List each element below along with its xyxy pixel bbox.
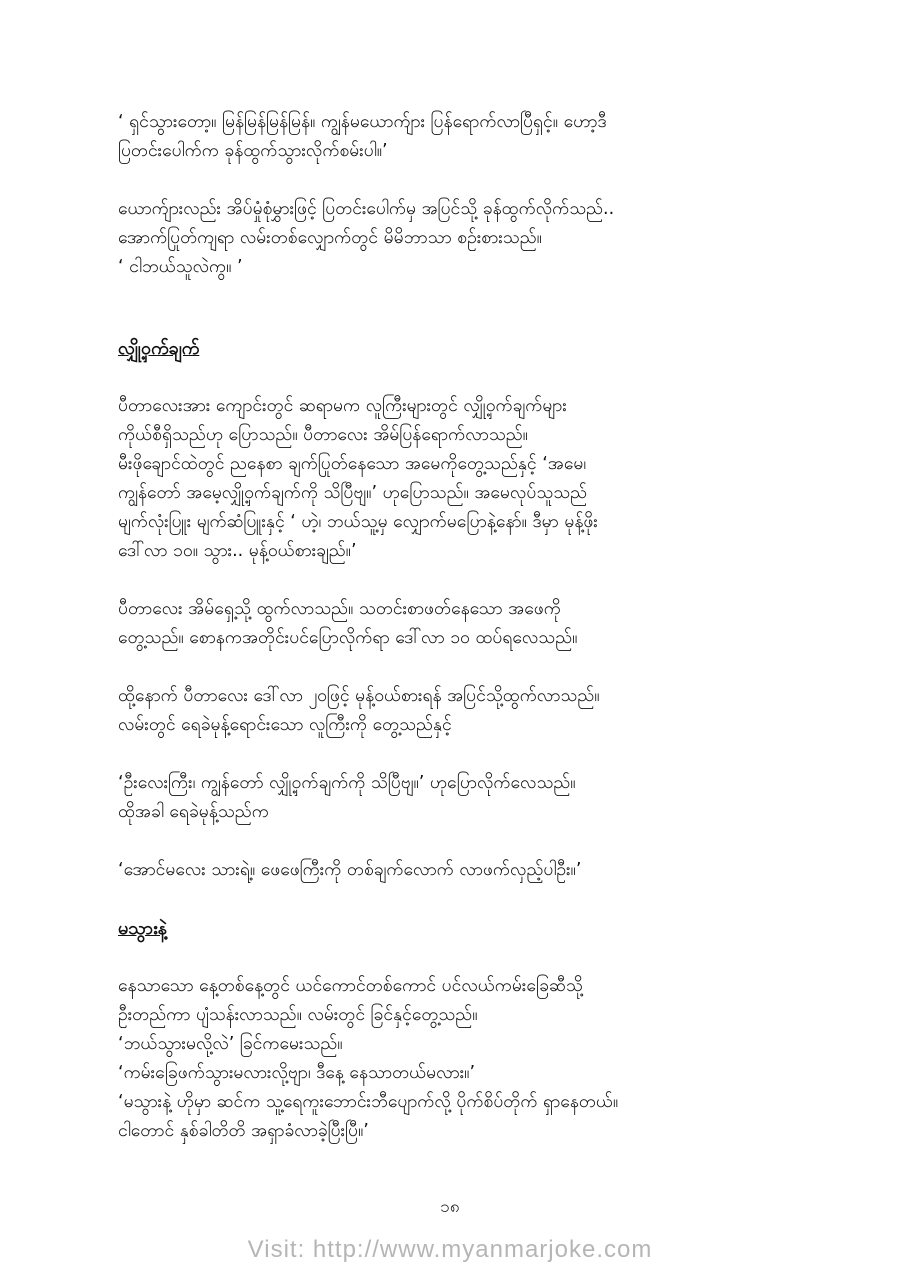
text-line: တွေ့သည်။ စောနကအတိုင်းပင်ပြောလိုက်ရာ ဒေါ်လာ ၁၀ ထပ်ရလေသည်။	[118, 628, 578, 648]
paragraph	[118, 595, 798, 653]
text-line: နေသာသော နေ့တစ်နေ့တွင် ယင်ကောင်တစ်ကောင် ပင်လယ်ကမ်းခြေဆီသို့	[118, 976, 583, 996]
text-line: ပီတာလေး အိမ်ရှေ့သို့ ထွက်လာသည်။ သတင်းစာဖတ်နေသော အဖေကို	[118, 599, 561, 619]
text-line: အောက်ပြုတ်ကျရာ လမ်းတစ်လျှောက်တွင် မိမိဘာသာ စဉ်းစားသည်။	[118, 228, 542, 248]
text-line: လမ်းတွင် ရေခဲမုန့်ရောင်းသော လူကြီးကို တွေ့သည်နှင့်	[118, 715, 452, 735]
paragraph	[118, 769, 798, 827]
text-line: ‘မသွားနဲ့ ဟိုမှာ ဆင်က သူ့ရေကူးဘောင်းဘီပျောက်လို့ ပိုက်စိပ်တိုက် ရှာနေတယ်။	[118, 1092, 619, 1112]
text-line: ထိုအခါ ရေခဲမုန့်သည်က	[118, 802, 269, 822]
text-line: ထို့နောက် ပီတာလေး ဒေါ်လာ ၂၀ဖြင့် မုန့်ဝယ်စားရန် အပြင်သို့ထွက်လာသည်။	[118, 686, 600, 706]
paragraph	[118, 682, 798, 740]
paragraph	[118, 392, 798, 566]
section-heading: မသွားနဲ့	[118, 918, 167, 939]
text-line: မီးဖိုချောင်ထဲတွင် ညနေစာ ချက်ပြုတ်နေသော အမေကိုတွေ့သည်နှင့် ‘အမေ၊	[118, 454, 587, 474]
text-line: ကိုယ်စီရှိသည်ဟု ပြောသည်။ ပီတာလေး အိမ်ပြန်ရောက်လာသည်။	[118, 425, 528, 445]
text-line: ‘ဦးလေးကြီး၊ ကျွန်တော် လျှို့ဝှက်ချက်ကို သိပြီဗျ။’ ဟုပြောလိုက်လေသည်။	[118, 773, 576, 793]
text-line: မျက်လုံးပြူး မျက်ဆံပြူးနှင့် ‘ ဟဲ့၊ ဘယ်သူ့မှ လျှောက်မပြောနဲ့နော်။ ဒီမှာ မုန့်ဖိုး	[118, 512, 598, 532]
text-line: ဦးတည်ကာ ပျံသန်းလာသည်။ လမ်းတွင် ခြင်နှင့်တွေ့သည်။	[118, 1005, 478, 1025]
section-heading: လျှို့ဝှက်ချက်	[118, 338, 200, 359]
paragraph	[118, 195, 798, 282]
text-line: ငါတောင် နှစ်ခါတိတိ အရှာခံလာခဲ့ပြီးပြီ။’	[118, 1121, 369, 1141]
text-line: ဒေါ်လာ ၁၀။ သွား.. မုန့်ဝယ်စားချည်။’	[118, 541, 357, 561]
paragraph	[118, 972, 798, 1146]
text-line: ‘ ငါဘယ်သူလဲကွ။ ’	[118, 257, 243, 277]
text-line: ကျွန်တော် အမေ့လျှို့ဝှက်ချက်ကို သိပြီဗျ။’ ဟုပြောသည်။ အမေလုပ်သူသည်	[118, 483, 588, 503]
text-line: ‘ ရှင်သွားတော့။ မြန်မြန်မြန်မြန်။ ကျွန်မယောက်ျား ပြန်ရောက်လာပြီရှင့်။ ဟော့ဒီ	[118, 112, 607, 132]
text-line: ‘ကမ်းခြေဖက်သွားမလားလို့ဗျာ၊ ဒီနေ့ နေသာတယ်မလား။’	[118, 1063, 476, 1083]
watermark-link-text: Visit: http://www.myanmarjoke.com	[247, 1236, 653, 1263]
paragraph	[118, 856, 798, 885]
page-number: ၁၈	[440, 1197, 460, 1217]
text-line: ယောက်ျားလည်း အိပ်မှုံစုံမွှားဖြင့် ပြတင်းပေါက်မှ အပြင်သို့ ခုန်ထွက်လိုက်သည်..	[118, 199, 615, 219]
text-line: ‘အောင်မလေး သားရဲ့။ ဖေဖေကြီးကို တစ်ချက်လောက် လာဖက်လှည့်ပါဦး။’	[118, 860, 582, 880]
text-line: ပီတာလေးအား ကျောင်းတွင် ဆရာမက လူကြီးများတွင် လျှို့ဝှက်ချက်များ	[118, 396, 567, 416]
text-line: ‘ဘယ်သွားမလို့လဲ’ ခြင်ကမေးသည်။	[118, 1034, 343, 1054]
text-line: ပြတင်းပေါက်က ခုန်ထွက်သွားလိုက်စမ်းပါ။’	[118, 141, 388, 161]
paragraph	[118, 108, 798, 166]
page-content	[118, 108, 798, 1146]
